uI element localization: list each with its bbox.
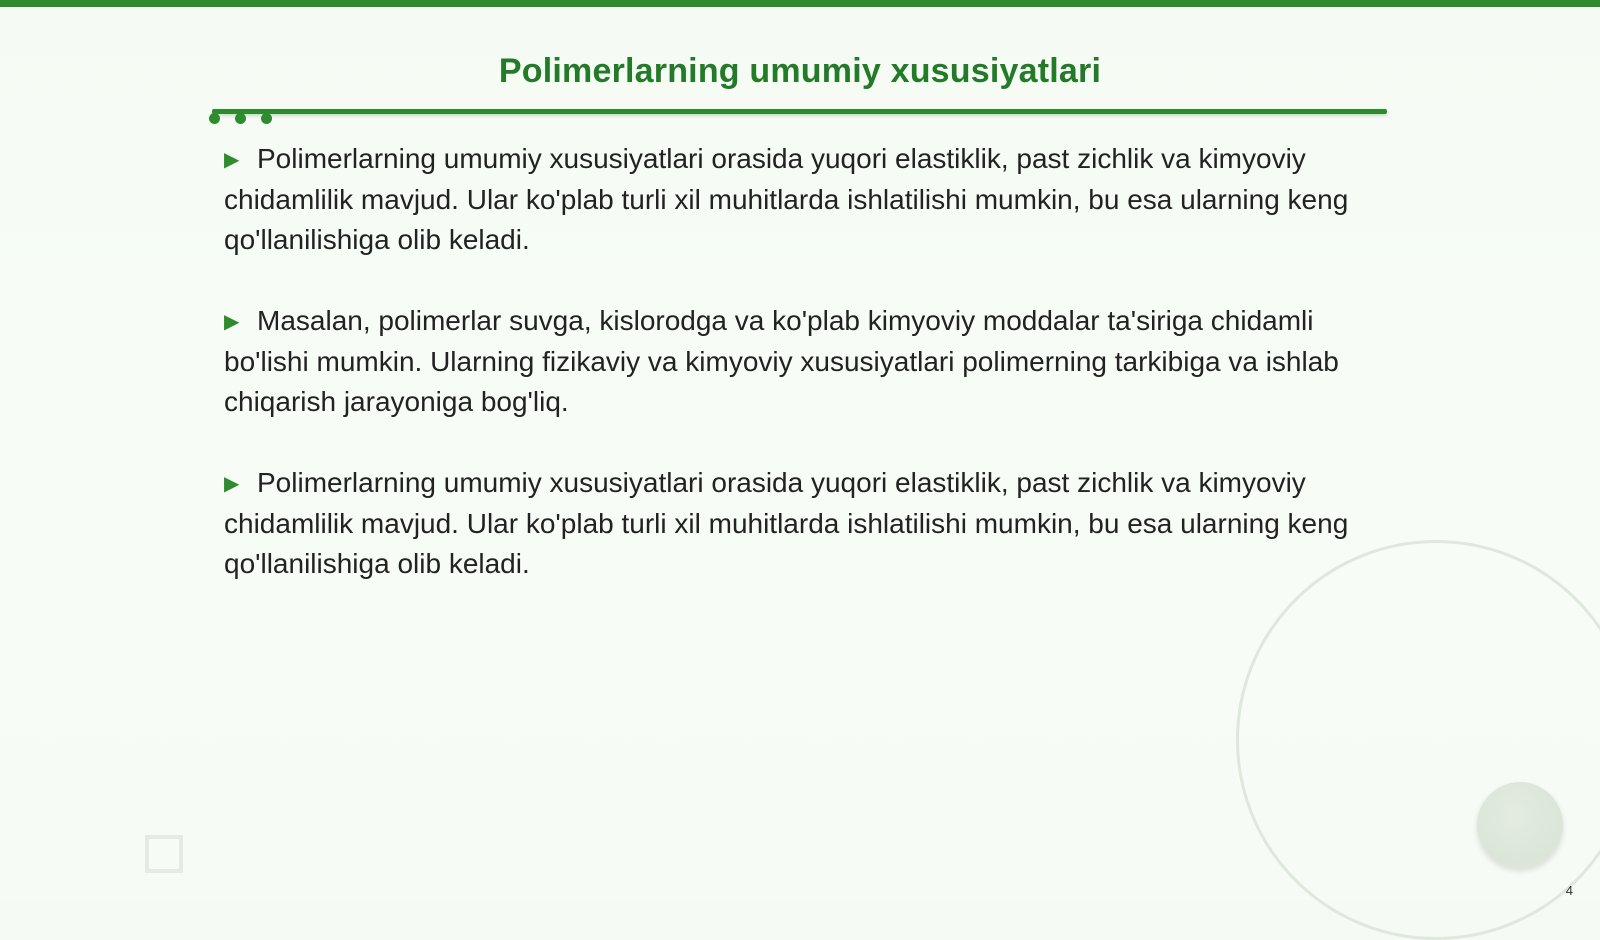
triangle-bullet-icon: ▶ (224, 149, 240, 171)
bullet-list (224, 139, 1364, 625)
slide-number: 4 (1565, 883, 1573, 898)
triangle-bullet-icon: ▶ (224, 473, 240, 495)
decorative-square (145, 835, 183, 873)
underline-dot (209, 113, 220, 124)
bullet-item (224, 139, 1364, 260)
top-accent-bar (0, 0, 1600, 7)
bullet-text: Polimerlarning umumiy xususiyatlari orasida yuqori elastiklik, past zichlik va kimyoviy chidamlilik mavjud. Ular ko'plab turli xil muhitlarda ishlatilishi mumkin, bu esa ularning keng qo'llanilishiga olib keladi. (224, 467, 1349, 579)
slide-title: Polimerlarning umumiy xususiyatlari (498, 52, 1102, 90)
triangle-bullet-icon: ▶ (224, 311, 240, 333)
title-underline (212, 109, 1387, 114)
decorative-circle (1477, 782, 1563, 868)
bullet-item (224, 301, 1364, 422)
bullet-text: Masalan, polimerlar suvga, kislorodga va ko'plab kimyoviy moddalar ta'siriga chidamli bo'lishi mumkin. Ularning fizikaviy va kimyoviy xususiyatlari polimerning tarkibiga va ishlab chiqarish jarayoniga bog'liq. (224, 305, 1339, 417)
bullet-item (224, 463, 1364, 584)
bullet-text: Polimerlarning umumiy xususiyatlari orasida yuqori elastiklik, past zichlik va kimyoviy chidamlilik mavjud. Ular ko'plab turli xil muhitlarda ishlatilishi mumkin, bu esa ularning keng qo'llanilishiga olib keladi. (224, 143, 1349, 255)
underline-dot (235, 113, 246, 124)
underline-dot (261, 113, 272, 124)
